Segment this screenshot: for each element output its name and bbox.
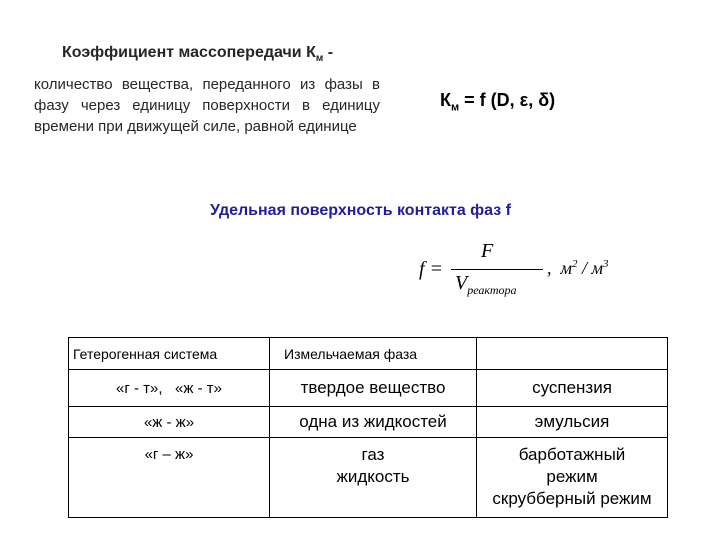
- km-formula: [440, 90, 555, 114]
- table-cell: суспензия: [477, 370, 668, 407]
- fraction-bar: [451, 269, 543, 270]
- units-comma: ,: [547, 258, 552, 278]
- table-cell: «г – ж»: [69, 438, 270, 518]
- definition-title-subscript: м: [315, 53, 324, 65]
- km-symbol: К: [440, 90, 451, 110]
- definition-title-dash: -: [323, 44, 334, 61]
- table-cell: «г - т», «ж - т»: [69, 370, 270, 407]
- definition-body: количество вещества, переданного из фазы в фазу через единицу поверхности в единицу времени при движущей силе, равной единице: [34, 76, 380, 135]
- table-cell: газ жидкость: [270, 438, 477, 518]
- units-numerator-power: 2: [572, 258, 578, 270]
- table-cell: барботажный режим скрубберный режим: [477, 438, 668, 518]
- formula-lhs: f =: [419, 258, 444, 280]
- denominator-symbol: V: [455, 272, 468, 294]
- specific-surface-formula: [415, 238, 645, 308]
- formula-denominator: [455, 272, 517, 298]
- header-cell-phase: Измельчаемая фаза: [270, 338, 477, 370]
- header-cell-system: Гетерогенная система: [69, 338, 270, 370]
- table-cell: одна из жидкостей: [270, 407, 477, 438]
- units-slash: / м: [577, 258, 603, 278]
- header-cell-empty: [477, 338, 668, 370]
- table-row: [69, 370, 668, 407]
- table-cell: эмульсия: [477, 407, 668, 438]
- definition-title-text: Коэффициент массопередачи К: [62, 44, 316, 61]
- table-cell: «ж - ж»: [69, 407, 270, 438]
- formula-numerator: F: [481, 240, 494, 262]
- units-denominator-power: 3: [603, 258, 609, 270]
- units-numerator: м: [560, 258, 572, 278]
- phase-systems-table: [68, 337, 668, 518]
- km-expression: = f (D, ε, δ): [459, 90, 556, 110]
- table-row: [69, 407, 668, 438]
- table-header-row: [69, 338, 668, 370]
- denominator-subscript: реактора: [467, 283, 517, 297]
- definition-title: [62, 44, 392, 64]
- table-row: [69, 438, 668, 518]
- table-cell: твердое вещество: [270, 370, 477, 407]
- specific-surface-heading: Удельная поверхность контакта фаз f: [210, 202, 511, 219]
- formula-units: [547, 258, 609, 279]
- km-subscript: м: [451, 101, 460, 114]
